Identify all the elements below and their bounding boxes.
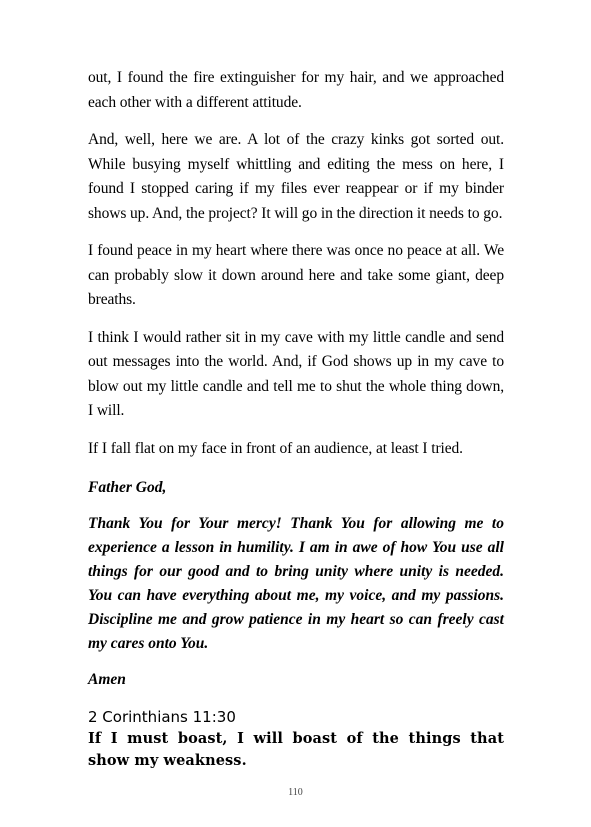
- page-number: 110: [288, 787, 303, 798]
- scripture-reference: 2 Corinthians 11:30: [88, 708, 236, 726]
- page-content: [88, 66, 504, 772]
- prayer-closing: Amen: [88, 670, 126, 688]
- scripture-verse: If I must boast, I will boast of the things that show my weakness.: [88, 730, 504, 769]
- paragraph: I think I would rather sit in my cave with my little candle and send out messages into the world. And, if God shows up in my cave to blow out my little candle and tell me to shut the whole thing down, I will.: [88, 328, 504, 419]
- paragraph: And, well, here we are. A lot of the crazy kinks got sorted out. While busying myself whittling and editing the mess on here, I found I stopped caring if my files ever reappear or if my binder shows up. And, the project? It will go in the direction it needs to go.: [88, 131, 504, 222]
- paragraph: I found peace in my heart where there was once no peace at all. We can probably slow it down around here and take some giant, deep breaths.: [88, 242, 504, 308]
- prayer-salutation: Father God,: [88, 479, 167, 496]
- paragraph: out, I found the fire extinguisher for my hair, and we approached each other with a different attitude.: [88, 69, 504, 111]
- paragraph: If I fall flat on my face in front of an audience, at least I tried.: [88, 439, 463, 457]
- prayer-body: Thank You for Your mercy! Thank You for allowing me to experience a lesson in humility. I am in awe of how You use all things for our good and to bring unity where unity is needed. You can have everything about me, my voice, and my passions. Discipline me and grow patience in my heart so can freely cast my cares onto You.: [88, 514, 504, 652]
